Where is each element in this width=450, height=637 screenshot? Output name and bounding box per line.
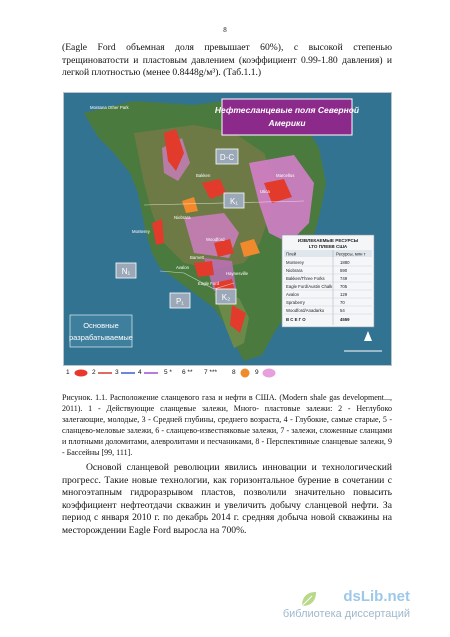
basin-label: Bakken: [196, 173, 211, 178]
table-cell: Niobrara: [286, 268, 303, 273]
table-title-line2: LTO ПЛЕЕВ США: [308, 244, 348, 249]
basin-label: Woodford: [206, 237, 225, 242]
region-label-p1: P₁: [175, 297, 185, 306]
basin-label: Montana Other Park: [90, 105, 129, 110]
shale-map-figure: [63, 92, 392, 366]
map-legend: [66, 368, 396, 380]
legend-number: 4: [138, 369, 142, 376]
table-cell: Monterey: [286, 260, 304, 265]
paragraph-eagle-ford: (Eagle Ford объемная доля превышает 60%), с высокой степенью трещиноватости и пластовым давлением (коэффициент 0.99-1.80 давления) и легкой плотностью (менее 0.8448g/м³). (Таб.1.1.): [62, 42, 392, 79]
legend-number: 5 *: [164, 369, 172, 376]
basin-label: Haynesville: [226, 271, 248, 276]
table-cell: Woodford/Anadarko: [286, 308, 325, 313]
legend-number: 1: [66, 369, 70, 376]
inset-note-line2: разрабатываемые: [69, 333, 133, 342]
page-number: 8: [223, 26, 227, 34]
legend-swatch-basin: [262, 368, 276, 378]
inset-note-box: [70, 315, 132, 347]
figure-caption: Рисунок. 1.1. Расположение сланцевого газа и нефти в США. (Modern shale gas development..., 2011). 1 - Действующие сланцевые залежи, Много- пластовые залежи: 2 - Неглубоко залегающие, молодые, 3 - Средней глубины, среднего возраста, 4 - Глубокие, самые старые, 5 - сланцево-меловые залежи, 6 - сланцево-известняковые залежи, 7 - залежи, сложенные сланцами и плотными доломитами, алевролитами и песчаниками, 8 - Перспективные сланцевые залежи, 9 - Бассейны [99, 111].: [62, 393, 392, 457]
legend-number: 2: [92, 369, 96, 376]
basin-label: Eagle Ford: [198, 281, 220, 286]
basin-label: Marcellus: [276, 173, 295, 178]
table-cell: 1880: [340, 260, 350, 265]
basin-label: Monterey: [132, 229, 150, 234]
inset-note-line1: Основные: [83, 321, 119, 330]
table-cell: Eagle Ford/Austin Chalk: [286, 284, 333, 289]
table-total-value: 4559: [340, 317, 350, 322]
table-cell: 590: [340, 268, 348, 273]
watermark-title: dsLib.net: [343, 588, 410, 605]
legend-number: 6 **: [182, 369, 193, 376]
table-cell: Spraberry: [286, 300, 305, 305]
legend-swatch-active: [74, 369, 88, 377]
region-label-k1: K₁: [229, 197, 239, 206]
map-title-line1: Нефтесланцевые поля Северной: [214, 105, 360, 115]
table-cell: 70: [340, 300, 345, 305]
watermark: [260, 588, 410, 628]
table-col-header: Ресурсы, млн т: [336, 251, 366, 257]
table-cell: 705: [340, 284, 348, 289]
legend-number: 9: [255, 369, 259, 376]
table-cell: 129: [340, 292, 348, 297]
basin-label: Niobrara: [174, 215, 191, 220]
table-col-header: Плей: [286, 251, 297, 257]
table-title-line1: ИЗВЛЕКАЕМЫЕ РЕСУРСЫ: [297, 238, 359, 243]
region-label-n1: N₁: [121, 267, 131, 276]
legend-number: 3: [115, 369, 119, 376]
table-cell: 749: [340, 276, 348, 281]
resources-table: [282, 235, 374, 327]
leaf-icon: [300, 590, 318, 608]
table-cell: Bakken/Three Forks: [286, 276, 325, 281]
legend-number: 7 ***: [204, 369, 218, 376]
basin-label: Utica: [260, 189, 270, 194]
legend-line-medium: [121, 371, 135, 375]
region-label-k2: K₂: [221, 293, 231, 302]
table-cell: 54: [340, 308, 345, 313]
watermark-subtitle: библиотека диссертаций: [282, 608, 410, 620]
basin-label: Barnett: [190, 255, 204, 260]
map-title-line2: Америки: [268, 118, 306, 128]
legend-line-shallow: [98, 371, 112, 375]
region-label-dc: D-C: [219, 153, 235, 162]
table-total-label: В С Е Г О: [286, 317, 306, 322]
basin-label: Avalon: [176, 265, 190, 270]
legend-swatch-prospective: [239, 368, 251, 378]
table-cell: Avalon: [286, 292, 300, 297]
paragraph-shale-revolution: Основой сланцевой революции явились инновации и технологический прогресс. Такие новые технологии, как горизонтальное бурение в сочетании с многоэтапным гидроразрывом пластов, позволили значительно повысить коэффициент нефтеотдачи скважин и увеличить добычу сланцевой нефти. За период с января 2010 г. по декабрь 2014 г. средняя добыча новой скважины на месторождении Eagle Ford выросла на 700%.: [62, 462, 392, 536]
legend-number: 8: [232, 369, 236, 376]
shale-map-svg: [64, 93, 391, 365]
legend-line-deep: [144, 371, 158, 375]
